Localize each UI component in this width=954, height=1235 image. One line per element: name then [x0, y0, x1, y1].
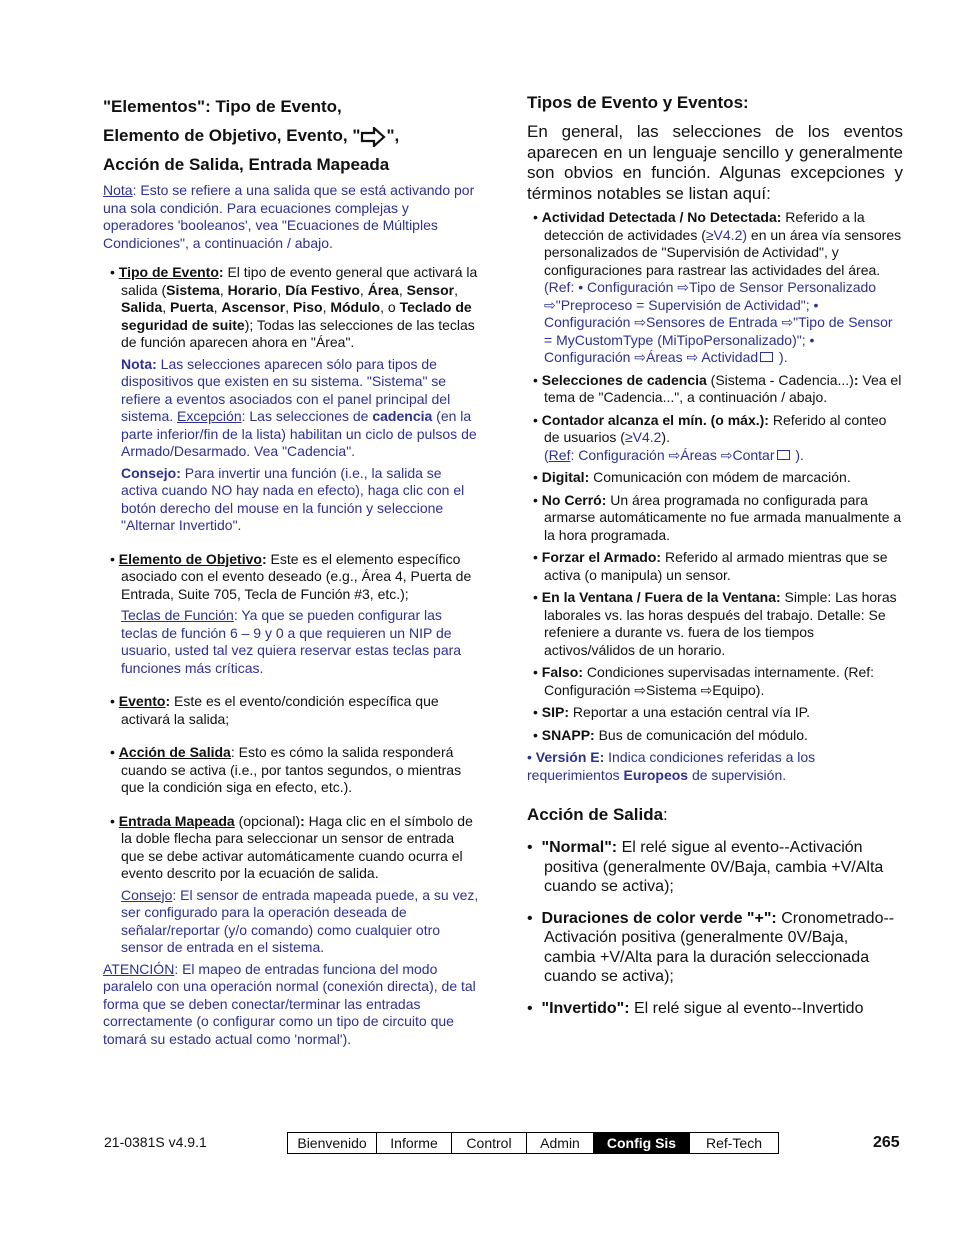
bullet-evento: • Evento: Este es el evento/condición específica que activará la salida;: [110, 693, 439, 727]
arrow-icon: ⇨: [634, 681, 647, 698]
arrow-icon: ⇨: [720, 446, 733, 463]
bullet-entrada-mapeada: • Entrada Mapeada (opcional): Haga clic en el símbolo de la doble flecha para seleccionar un sensor de entrada que se debe activar automáticamente cuando ocurra el evento descrito por la ecuación de salida.: [110, 812, 473, 881]
footer-nav: [287, 1132, 779, 1154]
nav-admin[interactable]: Admin: [527, 1133, 594, 1153]
double-arrow-icon: [360, 127, 386, 147]
bullet-duraciones: • Duraciones de color verde "+": Cronometrado--Activación positiva (generalmente 0V/Baja, cambia +V/Alta para la duración seleccionada cuando se activa);: [527, 909, 895, 986]
nav-ref-tech[interactable]: Ref-Tech: [705, 1135, 763, 1151]
bullet-no-cerro: • No Cerró: Un área programada no configurada para armarse automáticamente no fue armada manualmente a la hora programada.: [533, 491, 902, 543]
entrada-tip: Consejo: El sensor de entrada mapeada puede, a su vez, ser configurado para la operación deseada de señalar/reportar (y/o comando) como cualquier otro sensor de entrada en el sistema.: [121, 886, 479, 955]
folder-icon: [777, 450, 790, 460]
bullet-sip: • SIP: Reportar a una estación central vía IP.: [533, 704, 811, 721]
attention-note: ATENCIÓN: El mapeo de entradas funciona del modo paralelo con una operación normal (conexión directa), de tal forma que se deben conectar/terminar las entradas correctamente (o configurar como un tipo de circuito que tomará su estado actual como 'normal').: [103, 960, 476, 1047]
nav-control[interactable]: Control: [452, 1133, 527, 1153]
document-id: 21-0381S v4.9.1: [104, 1134, 207, 1150]
folder-icon: [760, 352, 773, 362]
nav-informe[interactable]: Informe: [377, 1133, 452, 1153]
bullet-actividad: • Actividad Detectada / No Detectada: Referido a la detección de actividades (≥V4.2) en un área vía sensores personalizados de "Supervisión de Actividad", y configuraciones para rastrear las actividades del área. (Ref: • Configuración ⇨Tipo de Sensor Personalizado ⇨"Preproceso = Supervisión de Actividad"; • Configuración ⇨Sensores de Entrada ⇨"Tipo de Sensor = MyCustomType (MiTipoPersonalizado)"; • Configuración ⇨Áreas ⇨ Actividad ).: [533, 209, 902, 366]
bullet-ventana: • En la Ventana / Fuera de la Ventana: Simple: Las horas laborales vs. las horas después del trabajo. Detalle: Se refeniere a durante vs. fuera de los tiempos activos/válidos de un horario.: [533, 589, 897, 658]
section-heading-accion: Acción de Salida:: [527, 805, 668, 825]
bullet-forzar: • Forzar el Armado: Referido al armado mientras que se activa (o manipula) un sensor.: [533, 549, 888, 583]
arrow-icon: ⇨: [677, 279, 690, 296]
bullet-snapp: • SNAPP: Bus de comunicación del módulo.: [533, 726, 808, 743]
bullet-invertido: • "Invertido": El relé sigue al evento--Invertido: [527, 999, 864, 1017]
section-heading: "Elementos": Tipo de Evento, Elemento de Objetivo, Evento, " ", Acción de Salida, Entrada Mapeada: [103, 97, 400, 174]
intro-note: Nota: Esto se refiere a una salida que se está activando por una sola condición. Para ecuaciones complejas y operadores 'booleanos', vea "Ecuaciones de Múltiples Condiciones", a continuación / abajo.: [103, 182, 475, 251]
section-heading-tipos: Tipos de Evento y Eventos:: [527, 93, 749, 112]
arrow-icon: ⇨: [634, 349, 647, 366]
page-footer: [0, 1132, 954, 1154]
arrow-icon: ⇨: [686, 349, 699, 366]
bullet-version-e: • Versión E: Indica condiciones referidas a los requerimientos Europeos de supervisión.: [527, 749, 816, 783]
nav-config-sis[interactable]: Config Sis: [594, 1133, 690, 1153]
arrow-icon: ⇨: [634, 314, 647, 331]
left-column: [103, 92, 481, 1048]
arrow-icon: ⇨: [668, 446, 681, 463]
bullet-contador: • Contador alcanza el mín. (o máx.): Referido al conteo de usuarios (≥V4.2). (Ref: Configuración ⇨Áreas ⇨Contar ).: [533, 411, 887, 463]
intro-paragraph: En general, las selecciones de los eventos aparecen en un lenguaje sencillo y generalmente son obvios en función. Algunas excepciones y términos notables se listan aquí:: [527, 122, 903, 203]
bullet-normal: • "Normal": El relé sigue al evento--Activación positiva (generalmente 0V/Baja, cambia +V/Alta cuando se activa);: [527, 839, 884, 896]
bullet-tipo-de-evento: • Tipo de Evento: El tipo de evento general que activará la salida (Sistema, Horario, Día Festivo, Área, Sensor, Salida, Puerta, Ascensor, Piso, Módulo, o Teclado de seguridad de suite); Todas las selecciones de las teclas de función aparecen ahora en "Área".: [110, 264, 478, 350]
bullet-digital: • Digital: Comunicación con módem de marcación.: [533, 469, 851, 486]
arrow-icon: ⇨: [544, 296, 556, 313]
bullet-falso: • Falso: Condiciones supervisadas internamente. (Ref: Configuración ⇨Sistema ⇨Equipo).: [533, 664, 875, 698]
bullet-elemento-de-objetivo: • Elemento de Objetivo: Este es el elemento específico asociado con el evento deseado (e.g., Área 4, Puerta de Entrada, Suite 705, Tecla de Función #3, etc.);: [110, 550, 472, 602]
arrow-icon: ⇨: [700, 681, 713, 698]
right-column: [527, 92, 903, 1018]
elemento-note: Teclas de Función: Ya que se pueden configurar las teclas de función 6 – 9 y 0 a que requieren un NIP de usuario, usted tal vez quiera reservar estas teclas para funciones más críticas.: [121, 607, 462, 676]
nav-bienvenido[interactable]: Bienvenido: [288, 1133, 377, 1153]
bullet-accion-de-salida: • Acción de Salida: Esto es cómo la salida responderá cuando se activa (i.e., por tantos segundos, o mientras que la condición siga en efecto, etc.).: [110, 744, 462, 795]
arrow-icon: ⇨: [781, 314, 794, 331]
bullet-cadencia: • Selecciones de cadencia (Sistema - Cadencia...): Vea el tema de "Cadencia...", a continuación / abajo.: [533, 371, 902, 406]
page-number: 265: [873, 1134, 900, 1151]
tipo-note: Nota: Las selecciones aparecen sólo para tipos de dispositivos que existen en su sistema. "Sistema" se refiere a eventos asociados con el panel principal del sistema. Excepción: Las selecciones de cadencia (en la parte inferior/fin de la lista) habilitan un ciclo de pulsos de Armado/Desarmado. Vea "Cadencia".: [121, 355, 477, 459]
tipo-tip: Consejo: Para invertir una función (i.e., la salida se activa cuando NO hay nada en efecto), haga clic con el botón derecho del mouse en la función y seleccione "Alternar Invertido".: [121, 464, 465, 533]
